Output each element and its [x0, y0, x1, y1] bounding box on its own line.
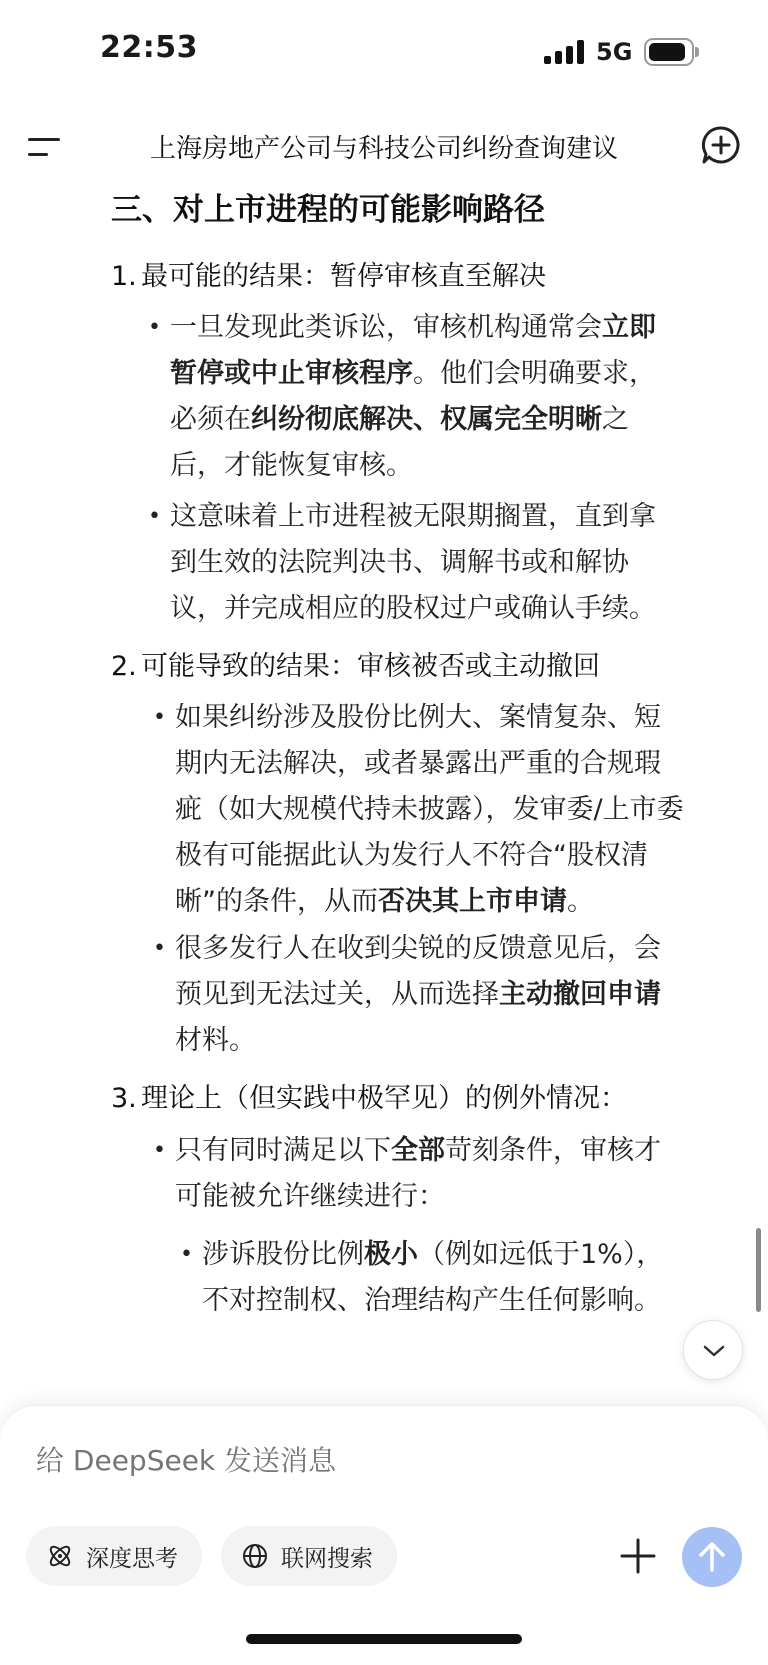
web-search-toggle[interactable] — [221, 1526, 397, 1586]
plus-icon — [614, 1532, 662, 1580]
conversation-title[interactable]: 上海房地产公司与科技公司纠纷查询建议 — [149, 134, 618, 164]
cellular-signal-icon — [544, 40, 586, 64]
list-item: • 一旦发现此类诉讼，审核机构通常会立即 暂停或中止审核程序。他们会明确要求， 必须在纠纷彻底解决、权属完全明晰之 后，才能恢复审核。 — [170, 305, 730, 489]
numbered-item-2 — [111, 644, 600, 683]
item-title: 最可能的结果：暂停审核直至解决 — [141, 261, 546, 292]
message-content[interactable] — [0, 180, 768, 1405]
deep-think-label: 深度思考 — [86, 1545, 178, 1572]
section-heading: 三、对上市进程的可能影响路径 — [111, 192, 545, 228]
item-number: 1. — [111, 261, 137, 292]
list-item: • 如果纠纷涉及股份比例大、案情复杂、短 期内无法解决，或者暴露出严重的合规瑕 疵（如大规模代持未披露），发审委/上市委 极有可能据此认为发行人不符合“股权清 晰”的条件，从而否决其上市申请。 — [175, 695, 750, 925]
status-bar — [0, 0, 768, 100]
item-number: 2. — [111, 651, 137, 682]
battery-icon — [644, 38, 700, 66]
item-title: 可能导致的结果：审核被否或主动撤回 — [141, 651, 600, 682]
item-title: 理论上（但实践中极罕见）的例外情况： — [141, 1083, 627, 1114]
message-composer — [0, 1405, 768, 1665]
globe-icon — [241, 1542, 269, 1570]
bullet-icon: • — [148, 504, 161, 529]
deep-think-toggle[interactable] — [26, 1526, 202, 1586]
message-input[interactable] — [36, 1444, 636, 1477]
network-type: 5G — [596, 38, 633, 66]
scrollbar-thumb[interactable] — [756, 1228, 761, 1312]
nav-bar — [0, 110, 768, 180]
atom-icon — [46, 1542, 74, 1570]
status-time: 22:53 — [100, 30, 198, 65]
attach-button[interactable] — [614, 1532, 662, 1580]
chevron-down-icon — [702, 1341, 726, 1361]
web-search-label: 联网搜索 — [281, 1545, 373, 1572]
menu-icon[interactable] — [28, 132, 64, 162]
home-indicator — [246, 1634, 522, 1644]
bullet-icon: • — [153, 705, 166, 730]
numbered-item-1 — [111, 254, 546, 293]
bullet-icon: • — [153, 936, 166, 961]
arrow-up-icon — [696, 1540, 728, 1574]
list-item: • 涉诉股份比例极小（例如远低于1%）， 不对控制权、治理结构产生任何影响。 — [202, 1232, 722, 1324]
numbered-item-3 — [111, 1076, 627, 1115]
bullet-icon: • — [180, 1242, 193, 1267]
new-chat-icon[interactable] — [700, 124, 742, 166]
send-button[interactable] — [682, 1527, 742, 1587]
scroll-to-bottom-button[interactable] — [683, 1320, 743, 1380]
list-item: • 只有同时满足以下全部苛刻条件，审核才 可能被允许继续进行： — [175, 1128, 735, 1220]
bullet-icon: • — [148, 315, 161, 340]
bullet-icon: • — [153, 1138, 166, 1163]
list-item: • 这意味着上市进程被无限期搁置，直到拿 到生效的法院判决书、调解书或和解协 议，并完成相应的股权过户或确认手续。 — [170, 494, 730, 632]
item-number: 3. — [111, 1083, 137, 1114]
list-item: • 很多发行人在收到尖锐的反馈意见后，会 预见到无法过关，从而选择主动撤回申请 材料。 — [175, 926, 735, 1064]
